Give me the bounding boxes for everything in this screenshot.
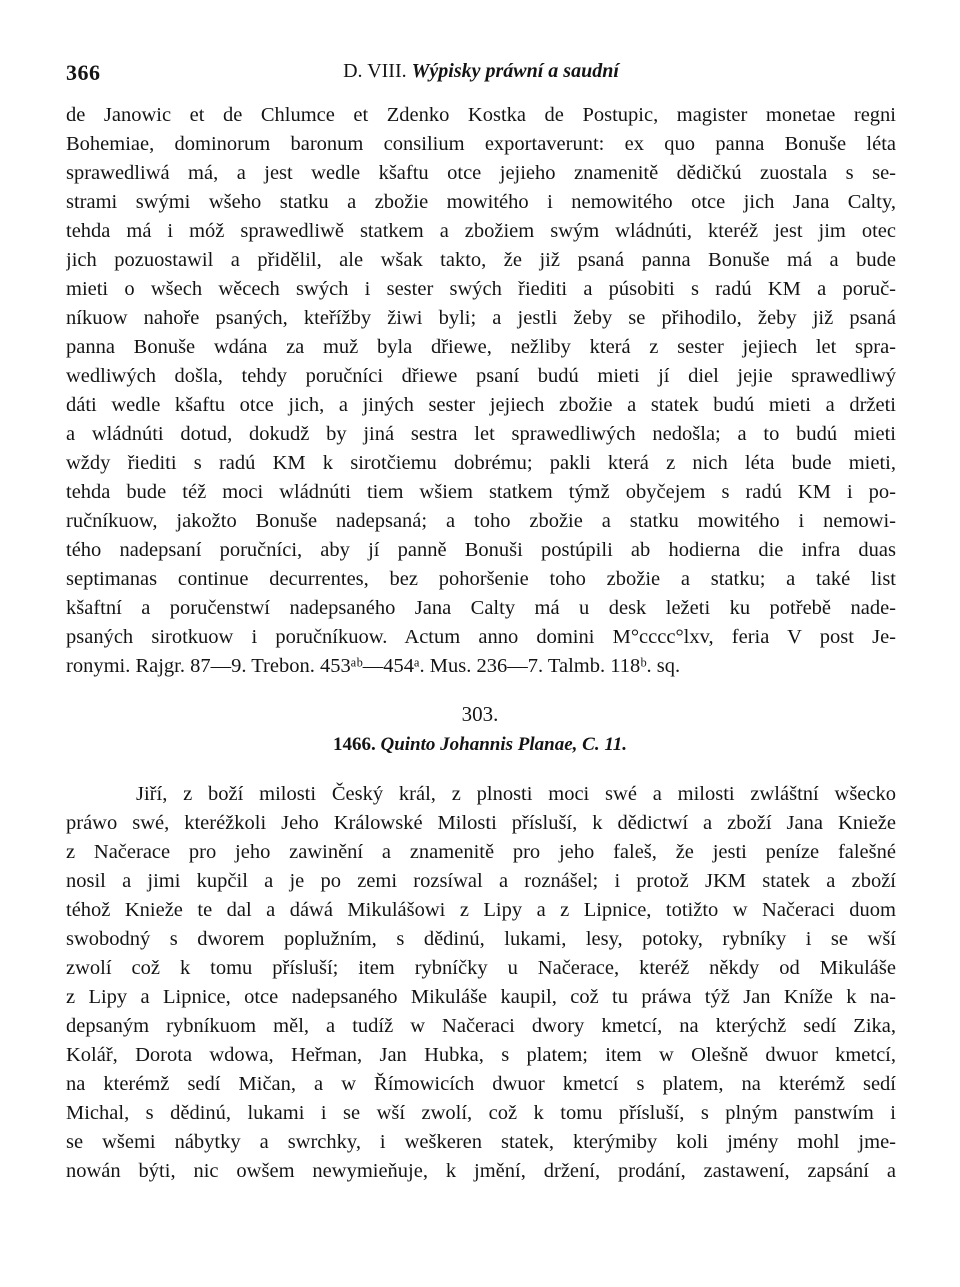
text-line: se wšemi nábytky a swrchky, i weškeren statek, kterýmiby koli jmény mohl jme-: [66, 1131, 896, 1153]
text-line: Kolář, Dorota wdowa, Heřman, Jan Hubka, s platem; item w Olešně dwuor kmetcí,: [66, 1044, 896, 1066]
text-line-citations: ronymi. Rajgr. 87—9. Trebon. 453ᵃᵇ—454ᵃ. Mus. 236—7. Talmb. 118ᵇ. sq.: [66, 655, 681, 677]
text-line: wedliwých došla, tehdy poručníci dřiewe psaní budú mieti jí diel jejie sprawedliwý: [66, 365, 896, 387]
text-line: psaných sirotkuow i poručníkuow. Actum anno domini M°cccc°lxv, feria V post Je-: [66, 626, 896, 648]
text-line: ručníkuow, jakožto Bonuše nadepsaná; a toho zbožie a statku mowitého i nemowi-: [66, 510, 896, 532]
text-line: de Janowic et de Chlumce et Zdenko Kostka de Postupic, magister monetae regni: [66, 104, 896, 126]
text-line: na kterémž sedí Mičan, a w Římowicích dwuor kmetcí s platem, na kterémž sedí: [66, 1073, 896, 1095]
text-line: Jiří, z boží milosti Český král, z plnosti moci swé a milosti zwláštní wšecko: [136, 783, 896, 805]
text-line: a wládnúti dotud, dokudž by jiná sestra let sprawedliwých nedošla; a to budú mieti: [66, 423, 896, 445]
text-line: wždy řiediti s radú KM k sirotčiemu dobrému; pakli která z nich léta bude mieti,: [66, 452, 896, 474]
page-number: 366: [66, 60, 101, 85]
entry-year: 1466.: [332, 734, 376, 755]
text-line: tehda bude též moci wládnúti tiem wšiem statkem týmž obyčejem s radú KM i po-: [66, 481, 896, 503]
text-line: strami swými wšeho statku a zbožie mowitého i nemowitého otce jich Jana Calty,: [66, 191, 896, 213]
running-head: [66, 60, 896, 83]
text-line: swobodný s dworem poplužním, s dědinú, lukami, lesy, potoky, rybníky i se wší: [66, 928, 896, 950]
text-line: jich pozuostawil a přidělil, ale wšak takto, že již psaná panna Bonuše má a bude: [66, 249, 896, 271]
text-line: téhož Knieže te dal a dáwá Mikulášowi z Lipy a z Lipnice, totižto w Načeraci duom: [66, 899, 896, 921]
text-line: septimanas continue decurrentes, bez pohoršenie toho zbožie a statku; a také list: [66, 568, 896, 590]
text-line: zwolí což k tomu přísluší; item rybníčky u Načerace, kteréž někdy od Mikuláše: [66, 957, 896, 979]
text-line: tehda má i móž sprawedliwě statkem a zbožiem swým wládnúti, kteréž jest jim otec: [66, 220, 896, 242]
text-line: depsaným rybníkuom měl, a tudíž w Načeraci dwory kmetcí, na kterýchž sedí Zika,: [66, 1015, 896, 1037]
entry-date: [0, 734, 960, 756]
text-line: Bohemiae, dominorum baronum consilium exportaverunt: ex quo panna Bonuše léta: [66, 133, 896, 155]
text-line: nosil a jimi kupčil a je po zemi rozsíwal a roznášel; i protož JKM statek a zboží: [66, 870, 896, 892]
entry-date-text: Quinto Johannis Planae, C. 11.: [380, 734, 628, 755]
text-line: panna Bonuše wdána za muž byla dřiewe, nežliby která z sester jejiech let spra-: [66, 336, 896, 358]
page-header: [66, 60, 896, 94]
text-line: z Lipy a Lipnice, otce nadepsaného Mikuláše kaupil, což tu práwa týž Jan Kníže k na-: [66, 986, 896, 1008]
text-line: níkuow nahoře psaných, kteřížby žiwi byli; a jestli žeby se přihodilo, žeby již psaná: [66, 307, 896, 329]
text-line: z Načerace pro jeho zawinění a znamenitě pro jeho faleš, že jesti peníze falešné: [66, 841, 896, 863]
section-b-text: [66, 780, 896, 1186]
running-head-prefix: D. VIII.: [343, 60, 407, 82]
text-line: práwo swé, kteréžkoli Jeho Králowské Milosti přísluší, k dědictwí a zboží Jana Knieže: [66, 812, 896, 834]
text-line: kšaftní a poručenstwí nadepsaného Jana Calty má u desk ležeti ku potřebě nade-: [66, 597, 896, 619]
text-line: mieti o wšech wěcech swých i sester swých řiediti a púsobiti s radú KM a poruč-: [66, 278, 896, 300]
section-a-text: [66, 101, 896, 681]
text-line: tého nadepsaní poručníci, aby jí panně Bonuši postúpili ab hodierna die infra duas: [66, 539, 896, 561]
text-line: sprawedliwá má, a jest wedle kšaftu otce jejieho znamenitě dědičkú zuostala s se-: [66, 162, 896, 184]
entry-number: 303.: [461, 702, 499, 726]
text-line: dáti wedle kšaftu otce jich, a jiných sester jejiech zbožie a statek budú mieti a držeti: [66, 394, 896, 416]
text-line: Michal, s dědinú, lukami i se wší zwolí, což k tomu přísluší, s plným panstwím i: [66, 1102, 896, 1124]
running-head-title: Wýpisky práwní a saudní: [411, 60, 619, 82]
text-line: nowán býti, nic owšem newymieňuje, k jmění, držení, prodání, zastawení, zapsání a: [66, 1160, 896, 1182]
